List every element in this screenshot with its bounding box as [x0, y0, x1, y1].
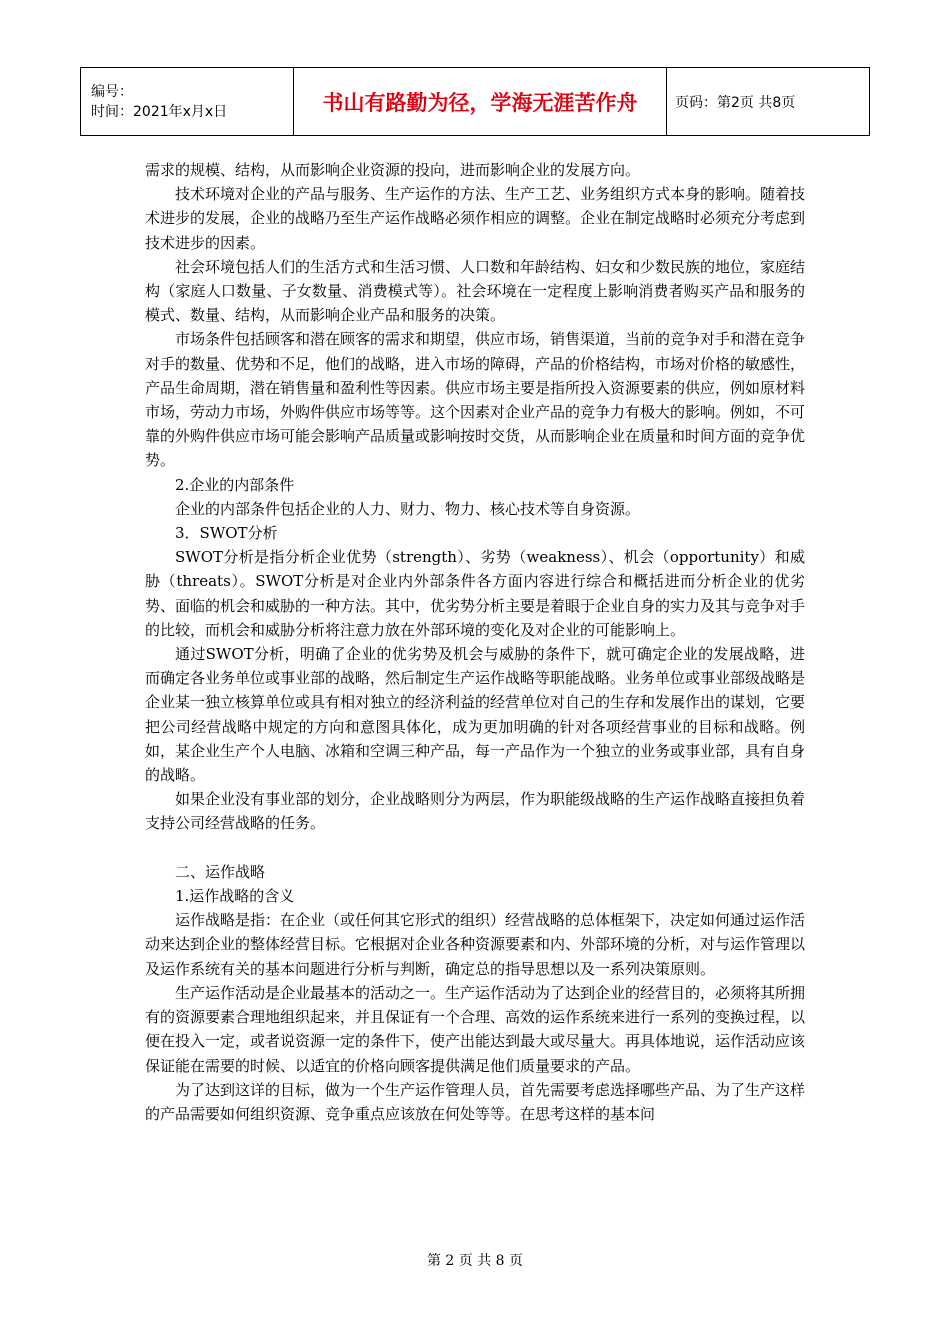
paragraph: 技术环境对企业的产品与服务、生产运作的方法、生产工艺、业务组织方式本身的影响。随着技术进步的发展，企业的战略乃至生产运作战略必须作相应的调整。企业在制定战略时必须充分考虑到技术进步的因素。	[145, 185, 806, 252]
header-number-label: 编号：	[91, 83, 133, 100]
header-time-label: 时间：2021年x月x日	[91, 103, 228, 120]
paragraph: 运作战略是指：在企业（或任何其它形式的组织）经营战略的总体框架下，决定如何通过运作活动来达到企业的整体经营目标。它根据对企业各种资源要素和内、外部环境的分析，对与运作管理以及运作系统有关的基本问题进行分析与判断，确定总的指导思想以及一系列决策原则。	[145, 911, 806, 978]
header-table	[80, 67, 870, 136]
section-heading: 二、运作战略	[175, 862, 266, 881]
paragraph: 市场条件包括顾客和潜在顾客的需求和期望，供应市场，销售渠道，当前的竞争对手和潜在竞争对手的数量、优势和不足，他们的战略，进入市场的障碍，产品的价格结构，市场对价格的敏感性，产品生命周期，潜在销售量和盈利性等因素。供应市场主要是指所投入资源要素的供应，例如原材料市场，劳动力市场，外购件供应市场等等。这个因素对企业产品的竞争力有极大的影响。例如，不可靠的外购件供应市场可能会影响产品质量或影响按时交货，从而影响企业在质量和时间方面的竞争优势。	[145, 330, 806, 470]
paragraph: 如果企业没有事业部的划分，企业战略则分为两层，作为职能级战略的生产运作战略直接担负着支持公司经营战略的任务。	[145, 790, 806, 833]
section-heading: 3．SWOT分析	[175, 524, 278, 543]
page-footer: 第 2 页 共 8 页	[426, 1253, 524, 1269]
paragraph: 为了达到这详的目标，做为一个生产运作管理人员，首先需要考虑选择哪些产品、为了生产这样的产品需要如何组织资源、竞争重点应该放在何处等等。在思考这样的基本问	[145, 1080, 806, 1123]
paragraph: SWOT分析是指分析企业优势（strength）、劣势（weakness）、机会（opportunity）和威胁（threats）。SWOT分析是对企业内外部条件各方面内容进行综合和概括进而分析企业的优劣势、面临的机会和威胁的一种方法。其中，优劣势分析主要是着眼于企业自身的实力及其与竞争对手的比较，而机会和威胁分析将注意力放在外部环境的变化及对企业的可能影响上。	[145, 548, 806, 639]
header-motto: 书山有路勤为径，学海无涯苦作舟	[294, 68, 667, 136]
section-heading: 2.企业的内部条件	[175, 475, 295, 494]
paragraph: 生产运作活动是企业最基本的活动之一。生产运作活动为了达到企业的经营目的，必须将其所拥有的资源要素合理地组织起来，并且保证有一个合理、高效的运作系统来进行一系列的变换过程，以便在投入一定，或者说资源一定的条件下，使产出能达到最大或尽量大。再具体地说，运作活动应该保证能在需要的时候、以适宜的价格向顾客提供满足他们质量要求的产品。	[145, 983, 806, 1075]
header-left-cell	[81, 68, 294, 136]
paragraph: 社会环境包括人们的生活方式和生活习惯、人口数和年龄结构、妇女和少数民族的地位，家庭结构（家庭人口数量、子女数量、消费模式等）。社会环境在一定程度上影响消费者购买产品和服务的模式、数量、结构，从而影响企业产品和服务的决策。	[145, 257, 806, 325]
header-page-code: 页码：第2页 共8页	[667, 68, 870, 136]
document-body	[145, 158, 805, 1126]
paragraph: 企业的内部条件包括企业的人力、财力、物力、核心技术等自身资源。	[175, 499, 641, 518]
paragraph: 通过SWOT分析，明确了企业的优劣势及机会与威胁的条件下，就可确定企业的发展战略，进而确定各业务单位或事业部的战略，然后制定生产运作战略等职能战略。业务单位或事业部级战略是企业某一独立核算单位或具有相对独立的经济利益的经营单位对自己的生存和发展作出的谋划，它要把公司经营战略中规定的方向和意图具体化，成为更加明确的针对各项经营事业的目标和战略。例如，某企业生产个人电脑、冰箱和空调三种产品，每一产品作为一个独立的业务或事业部，具有自身的战略。	[145, 645, 806, 785]
paragraph: 需求的规模、结构，从而影响企业资源的投向，进而影响企业的发展方向。	[145, 161, 641, 179]
section-heading: 1.运作战略的含义	[175, 887, 295, 906]
